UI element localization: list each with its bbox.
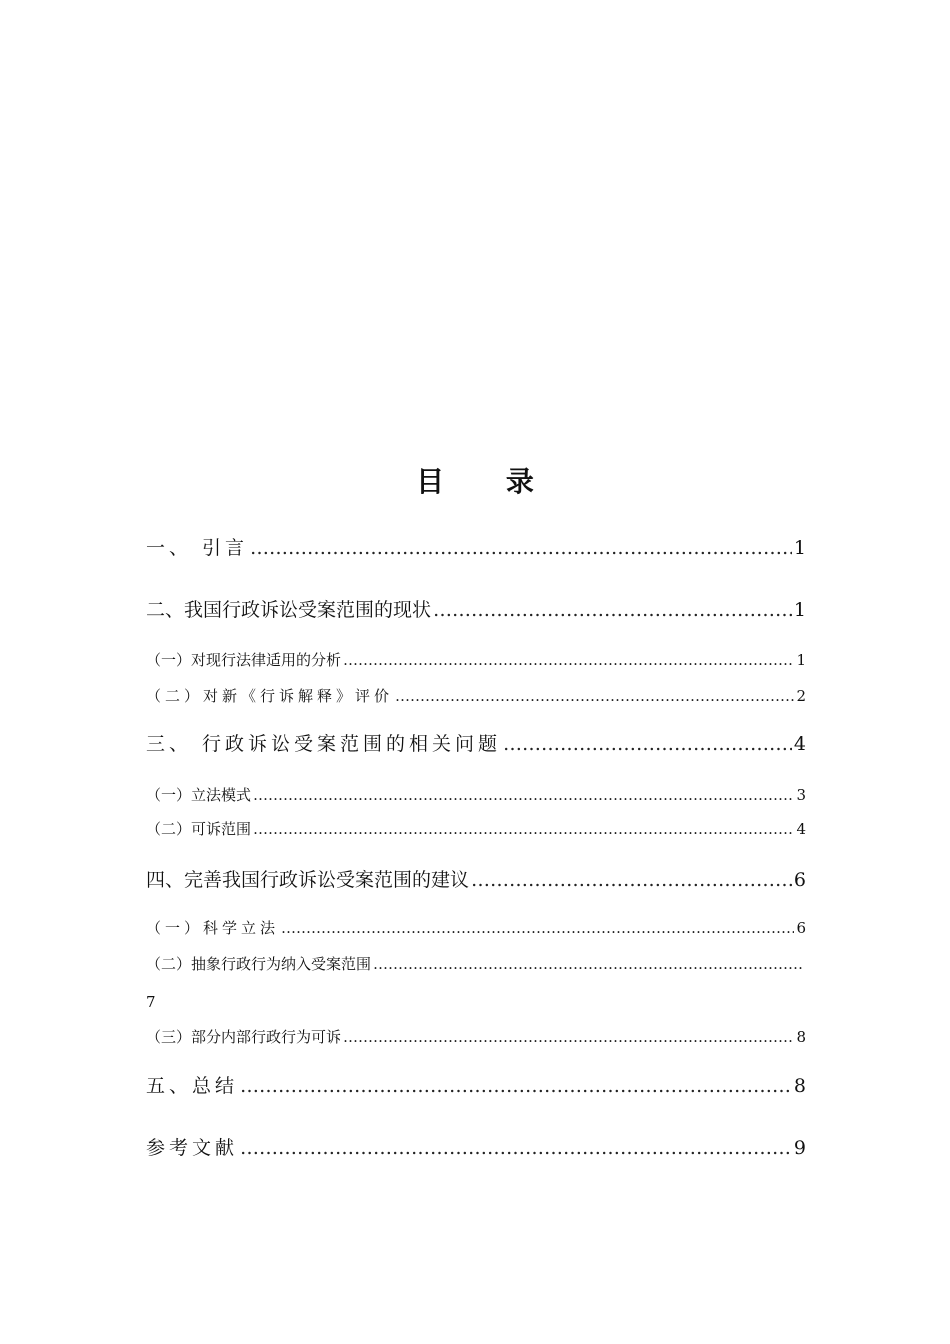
dot-leader [433, 596, 792, 624]
dot-leader [503, 730, 792, 758]
dot-leader [253, 783, 794, 807]
dot-leader [253, 817, 794, 841]
toc-entry-abstract-acts[interactable] [146, 952, 804, 976]
toc-entry-label: （二）可诉范围 [146, 820, 252, 838]
toc-entry-label: （一）对现行法律适用的分析 [146, 651, 342, 669]
toc-entry-interpretation-review[interactable] [146, 684, 806, 708]
toc-entry-label: （二）对新《行诉解释》评价 [146, 687, 394, 705]
dot-leader [395, 684, 794, 708]
toc-entry-page: 1 [793, 599, 806, 621]
dot-leader [343, 648, 794, 672]
toc-entry-page: 4 [793, 733, 806, 755]
dot-leader [373, 952, 802, 976]
toc-entry-actionable-scope[interactable] [146, 817, 806, 841]
toc-entry-page: 8 [796, 1028, 806, 1046]
dot-leader [343, 1025, 794, 1049]
toc-entry-conclusion[interactable] [146, 1072, 806, 1100]
toc-entry-current-status[interactable] [146, 596, 806, 624]
toc-entry-label: 五、总结 [146, 1075, 239, 1097]
toc-entry-references[interactable] [146, 1134, 806, 1162]
toc-entry-label: （二）抽象行政行为纳入受案范围 [146, 955, 372, 973]
dot-leader [281, 916, 794, 940]
toc-entry-page: 6 [793, 869, 806, 891]
toc-entry-suggestions[interactable] [146, 866, 806, 894]
toc-entry-page-wrapped: 7 [146, 993, 156, 1011]
toc-entry-label: 三、 行政诉讼受案范围的相关问题 [146, 733, 502, 755]
toc-entry-scientific-legislation[interactable] [146, 916, 806, 940]
toc-entry-label: （三）部分内部行政行为可诉 [146, 1028, 342, 1046]
toc-entry-introduction[interactable] [146, 534, 806, 562]
dot-leader [240, 1072, 792, 1100]
toc-entry-internal-acts[interactable] [146, 1025, 806, 1049]
toc-entry-related-issues[interactable] [146, 730, 806, 758]
toc-entry-page: 8 [793, 1075, 806, 1097]
dot-leader [250, 534, 792, 562]
toc-entry-page: 1 [793, 537, 806, 559]
toc-entry-label: （一）科学立法 [146, 919, 280, 937]
toc-entry-label: 参考文献 [146, 1137, 239, 1159]
toc-entry-page: 4 [796, 820, 806, 838]
toc-entry-law-analysis[interactable] [146, 648, 806, 672]
dot-leader [240, 1134, 792, 1162]
toc-entry-label: 一、 引言 [146, 537, 249, 559]
toc-title: 目 录 [416, 465, 560, 498]
toc-entry-page: 1 [796, 651, 806, 669]
toc-entry-page: 2 [796, 687, 806, 705]
toc-entry-page: 3 [796, 786, 806, 804]
toc-entry-page: 6 [796, 919, 806, 937]
toc-entry-label: 四、完善我国行政诉讼受案范围的建议 [146, 869, 470, 891]
toc-entry-page: 9 [793, 1137, 806, 1159]
toc-entry-label: 二、我国行政诉讼受案范围的现状 [146, 599, 432, 621]
dot-leader [471, 866, 792, 894]
toc-entry-legislative-model[interactable] [146, 783, 806, 807]
toc-entry-label: （一）立法模式 [146, 786, 252, 804]
